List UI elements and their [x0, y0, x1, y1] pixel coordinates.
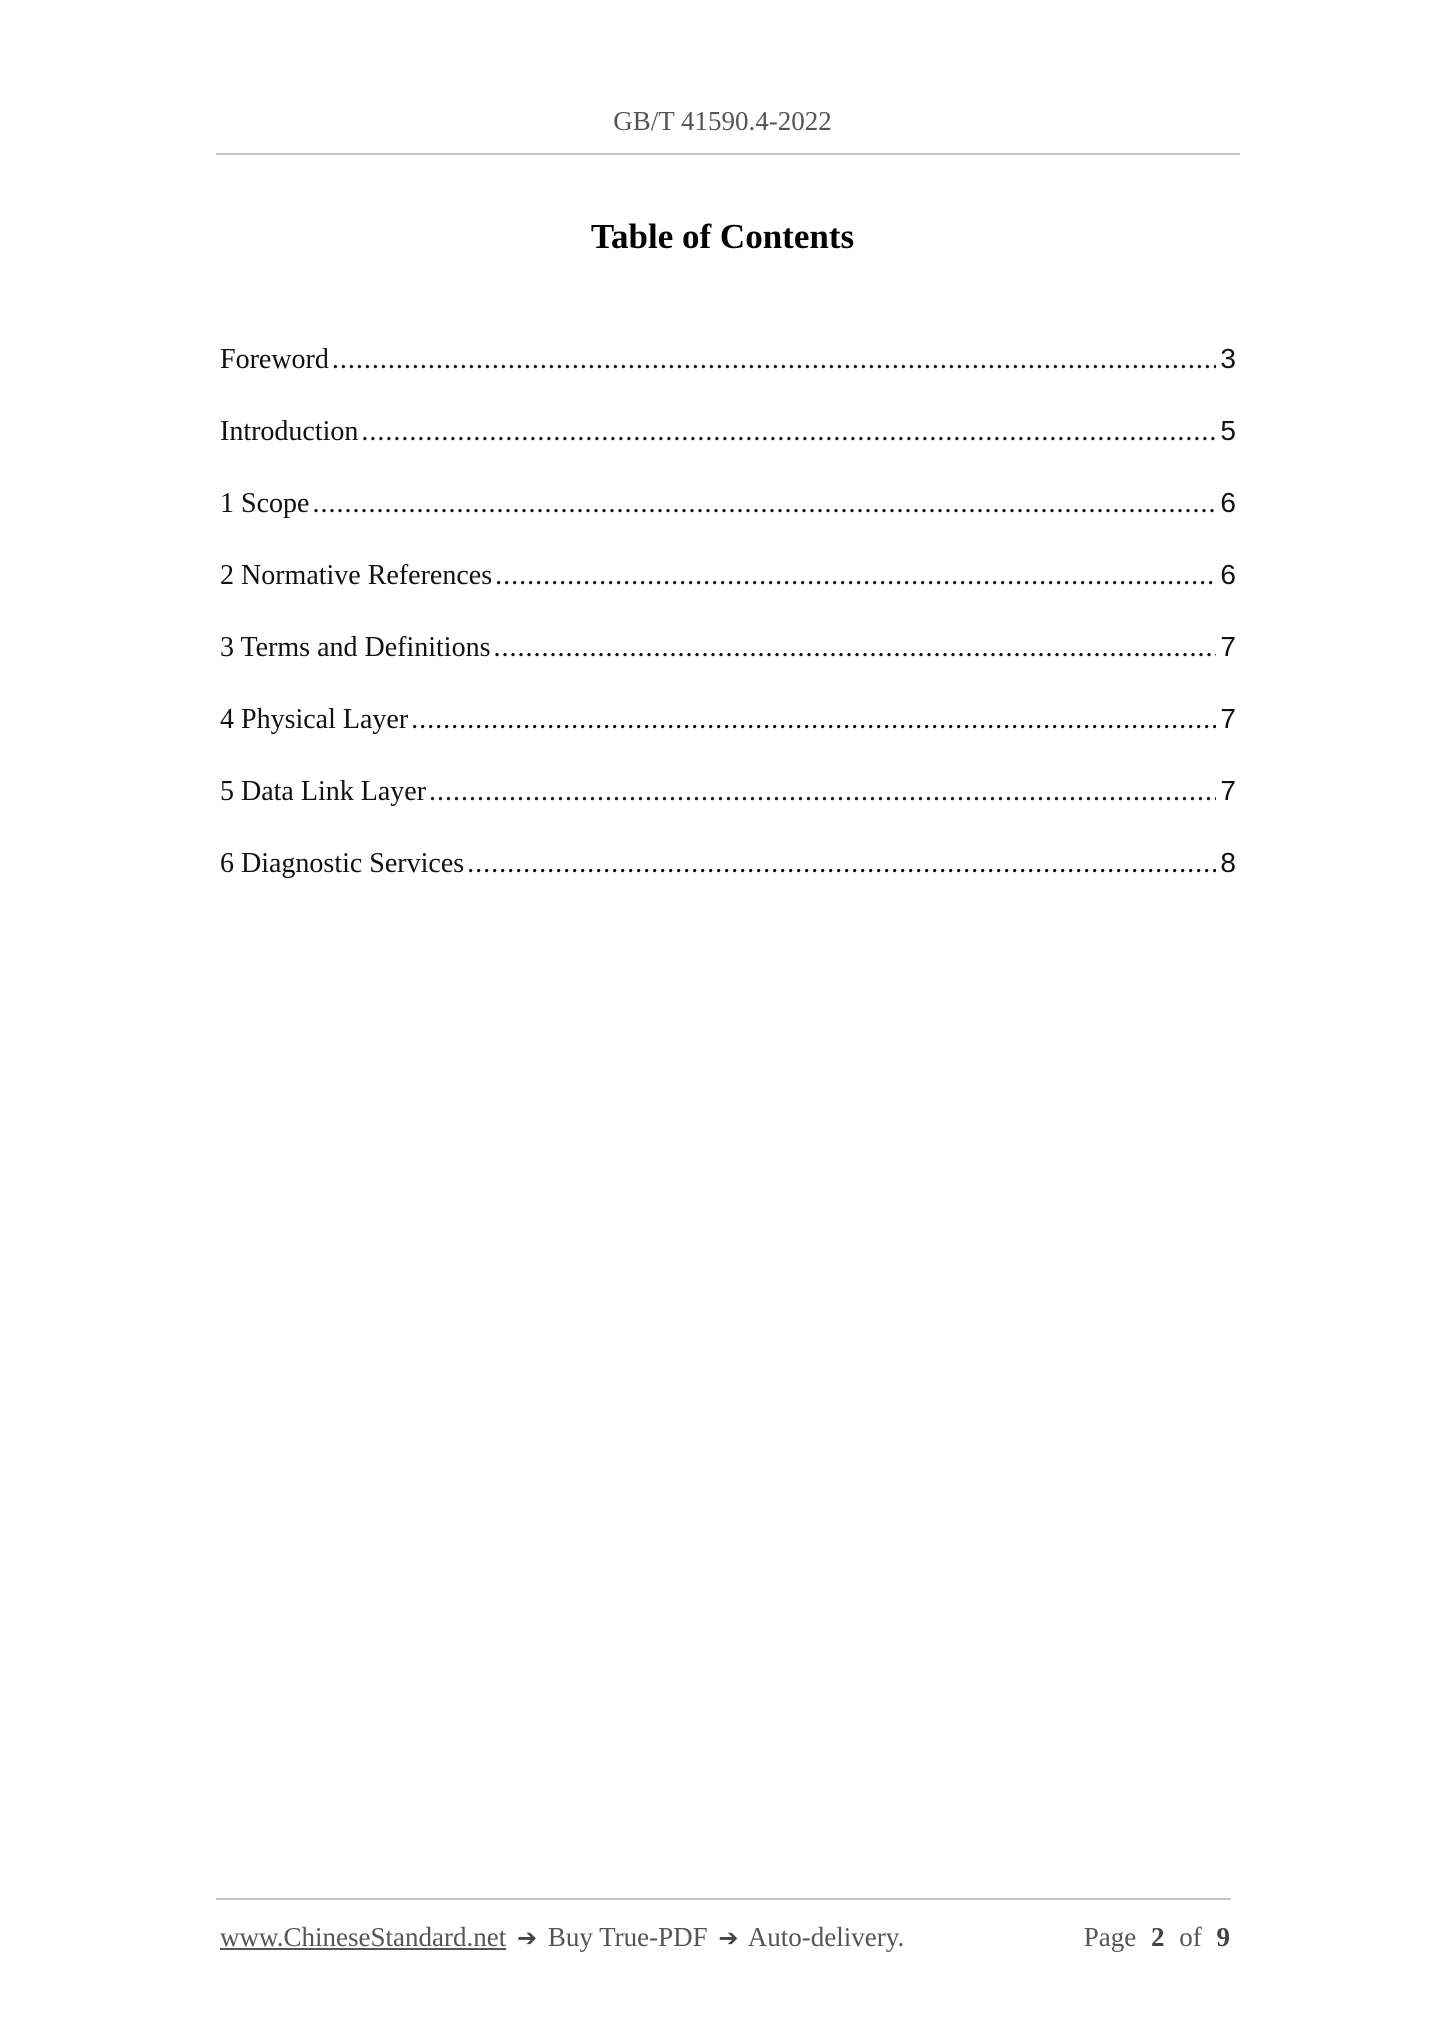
toc-dot-leader	[312, 484, 1216, 524]
toc-dot-leader	[361, 412, 1216, 452]
chinesestandard-link[interactable]: www.ChineseStandard.net	[220, 1922, 507, 1952]
toc-entry-introduction[interactable]	[220, 411, 1236, 483]
header-divider	[216, 153, 1240, 155]
toc-entry-data-link-layer[interactable]	[220, 771, 1236, 843]
toc-entry-diagnostic-services[interactable]	[220, 843, 1236, 915]
toc-entry-label: 6 Diagnostic Services	[220, 848, 465, 879]
toc-entry-terms-and-definitions[interactable]	[220, 627, 1236, 699]
toc-entry-label: Introduction	[220, 416, 359, 447]
toc-entry-label: Foreword	[220, 344, 329, 375]
toc-entry-page: 5	[1220, 415, 1236, 446]
footer-promo	[220, 1918, 904, 1957]
toc-entry-label: 1 Scope	[220, 488, 310, 519]
toc-entry-physical-layer[interactable]	[220, 699, 1236, 771]
toc-entry-normative-references[interactable]	[220, 555, 1236, 627]
toc-entry-page: 6	[1220, 559, 1236, 590]
toc-entry-scope[interactable]	[220, 483, 1236, 555]
arrow-right-icon: ➔	[718, 1924, 739, 1952]
of-word: of	[1179, 1922, 1202, 1952]
toc-entry-page: 7	[1220, 631, 1236, 662]
toc-dot-leader	[411, 700, 1216, 740]
toc-entry-label: 3 Terms and Definitions	[220, 632, 491, 663]
toc-entry-page: 8	[1220, 847, 1236, 878]
toc-entry-foreword[interactable]	[220, 339, 1236, 411]
toc-entry-page: 7	[1220, 703, 1236, 734]
page-footer	[220, 1918, 1230, 1958]
toc-entry-page: 7	[1220, 775, 1236, 806]
toc-entry-label: 2 Normative References	[220, 560, 493, 591]
toc-title: Table of Contents	[590, 217, 855, 256]
footer-step-delivery: Auto-delivery.	[747, 1922, 905, 1952]
page-word: Page	[1083, 1922, 1137, 1952]
footer-step-buy: Buy True-PDF	[547, 1922, 708, 1952]
toc-entry-page: 3	[1220, 343, 1236, 374]
toc-list	[220, 339, 1236, 915]
page-indicator	[1084, 1918, 1230, 1956]
toc-entry-page: 6	[1220, 487, 1236, 518]
toc-entry-label: 5 Data Link Layer	[220, 776, 427, 807]
toc-dot-leader	[467, 844, 1216, 884]
toc-dot-leader	[429, 772, 1216, 812]
toc-entry-label: 4 Physical Layer	[220, 704, 409, 735]
toc-dot-leader	[495, 556, 1216, 596]
toc-dot-leader	[493, 628, 1216, 668]
arrow-right-icon: ➔	[516, 1924, 538, 1952]
total-pages-number: 9	[1216, 1922, 1230, 1952]
current-page-number: 2	[1151, 1922, 1165, 1952]
footer-divider	[216, 1898, 1231, 1900]
document-code-header: GB/T 41590.4-2022	[613, 106, 832, 136]
toc-dot-leader	[332, 340, 1217, 380]
